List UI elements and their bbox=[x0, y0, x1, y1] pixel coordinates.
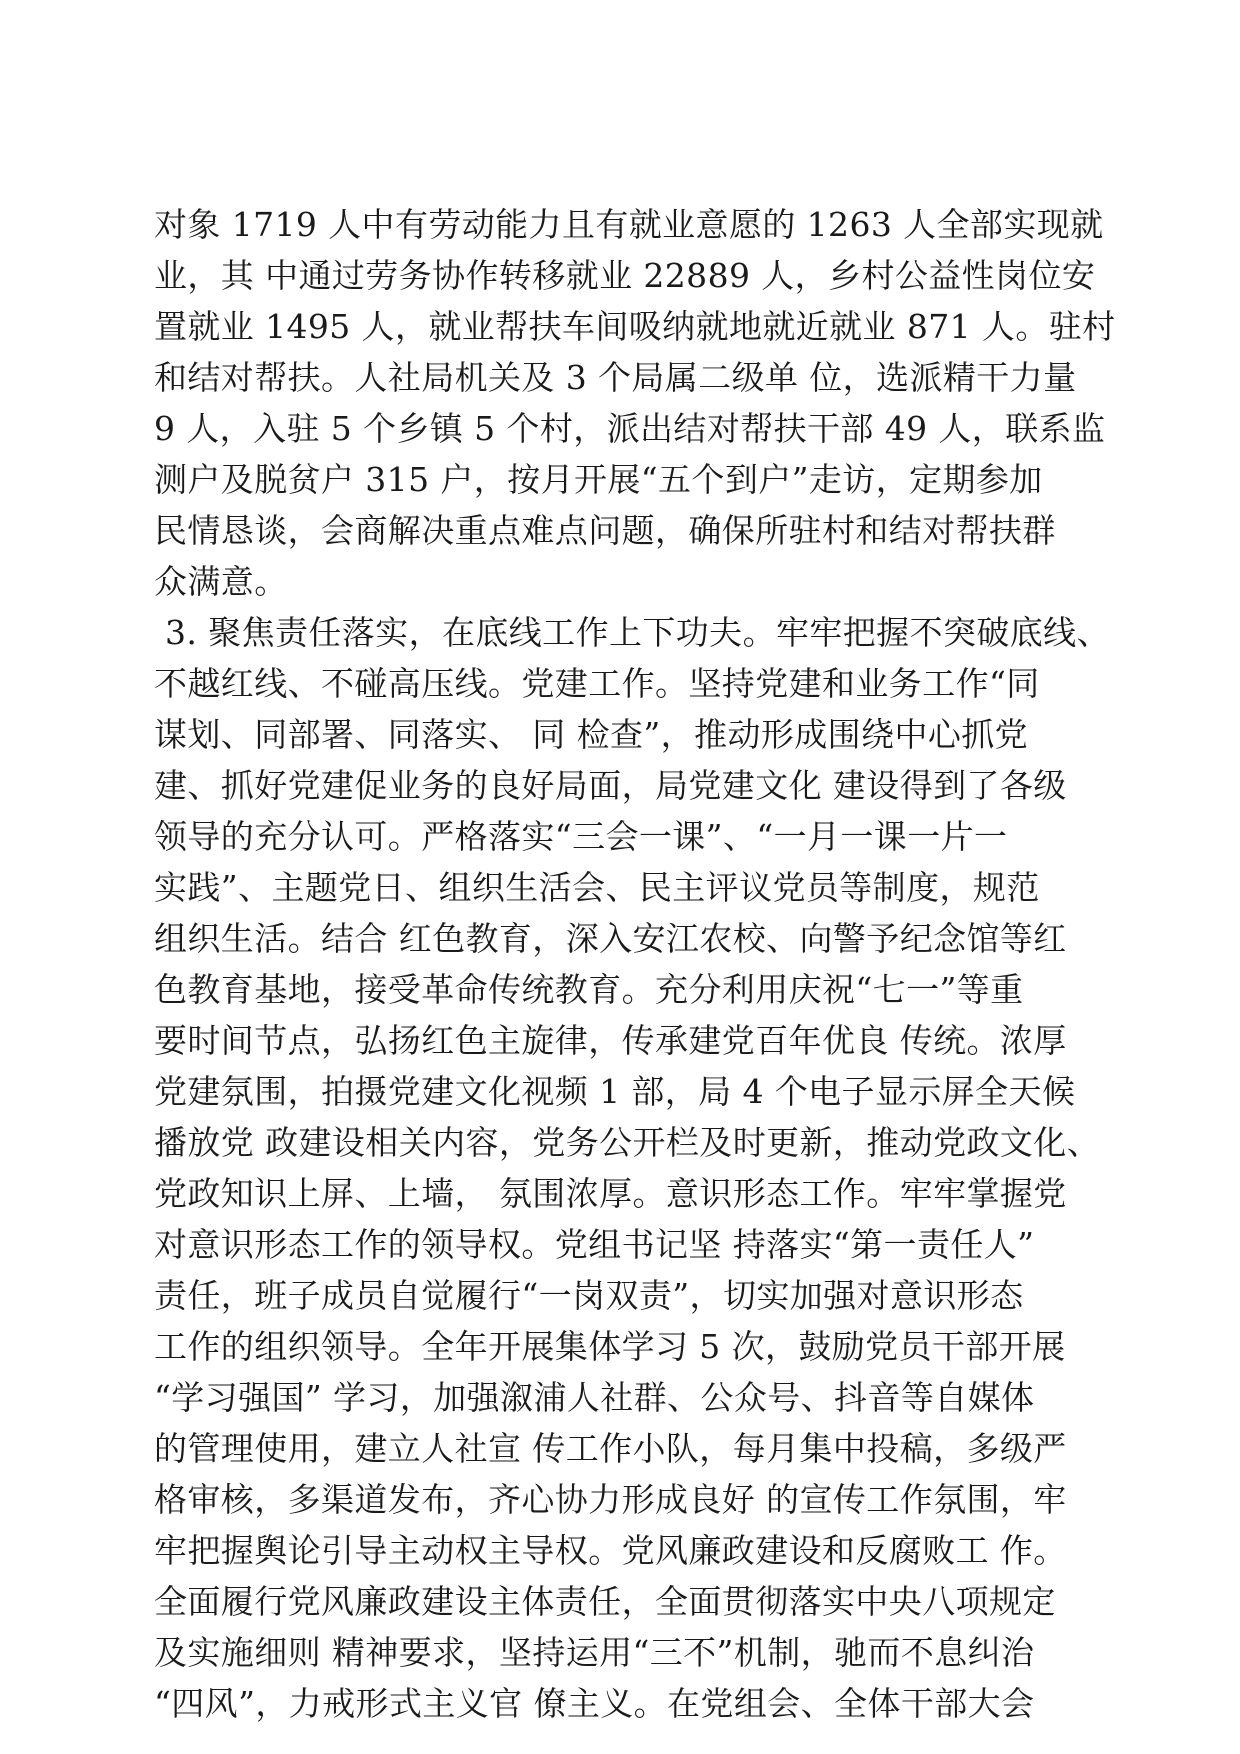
text-line: 众满意。 bbox=[154, 562, 288, 601]
text-line: 不越红线、不碰高压线。党建工作。坚持党建和业务工作“同 bbox=[154, 664, 1040, 703]
text-line: 色教育基地，接受革命传统教育。充分利用庆祝“七一”等重 bbox=[154, 970, 1024, 1009]
text-line: 播放党 政建设相关内容，党务公开栏及时更新，推动党政文化、 bbox=[154, 1123, 1101, 1162]
text-line: 9 人，入驻 5 个乡镇 5 个村，派出结对帮扶干部 49 人，联系监 bbox=[154, 409, 1106, 448]
text-line: 的管理使用，建立人社宣 传工作小队，每月集中投稿，多级严 bbox=[154, 1429, 1067, 1468]
text-line: 全面履行党风廉政建设主体责任，全面贯彻落实中央八项规定 bbox=[154, 1582, 1056, 1621]
section-heading-line: 3. 聚焦责任落实，在底线工作上下功夫。牢牢把握不突破底线、 bbox=[165, 613, 1110, 652]
text-line: 党政知识上屏、上墙， 氛围浓厚。意识形态工作。牢牢掌握党 bbox=[154, 1174, 1067, 1213]
text-line: 组织生活。结合 红色教育，深入安江农校、向警予纪念馆等红 bbox=[154, 919, 1067, 958]
text-line: 置就业 1495 人，就业帮扶车间吸纳就地就近就业 871 人。驻村 bbox=[154, 307, 1116, 346]
text-line: 及实施细则 精神要求，坚持运用“三不”机制，驰而不息纠治 bbox=[154, 1633, 1035, 1672]
text-line: 格审核，多渠道发布，齐心协力形成良好 的宣传工作氛围，牢 bbox=[154, 1480, 1067, 1519]
text-line: “四风”，力戒形式主义官 僚主义。在党组会、全体干部大会 bbox=[154, 1684, 1035, 1723]
body-text bbox=[154, 199, 1116, 1729]
text-line: 党建氛围，拍摄党建文化视频 1 部，局 4 个电子显示屏全天候 bbox=[154, 1072, 1076, 1111]
text-line: 民情恳谈，会商解决重点难点问题，确保所驻村和结对帮扶群 bbox=[154, 511, 1056, 550]
text-line: 对意识形态工作的领导权。党组书记坚 持落实“第一责任人” bbox=[154, 1225, 1035, 1264]
text-line: 建、抓好党建促业务的良好局面，局党建文化 建设得到了各级 bbox=[154, 766, 1067, 805]
text-line: 业，其 中通过劳务协作转移就业 22889 人，乡村公益性岗位安 bbox=[154, 256, 1096, 295]
text-line: 谋划、同部署、同落实、 同 检查”，推动形成围绕中心抓党 bbox=[154, 715, 1029, 754]
text-line: 测户及脱贫户 315 户，按月开展“五个到户”走访，定期参加 bbox=[154, 460, 1043, 499]
text-line: 要时间节点，弘扬红色主旋律，传承建党百年优良 传统。浓厚 bbox=[154, 1021, 1067, 1060]
text-line: 牢把握舆论引导主动权主导权。党风廉政建设和反腐败工 作。 bbox=[154, 1531, 1067, 1570]
text-line: “学习强国” 学习，加强溆浦人社群、公众号、抖音等自媒体 bbox=[154, 1378, 1035, 1417]
text-line: 和结对帮扶。人社局机关及 3 个局属二级单 位，选派精干力量 bbox=[154, 358, 1077, 397]
text-line: 对象 1719 人中有劳动能力且有就业意愿的 1263 人全部实现就 bbox=[154, 205, 1104, 244]
text-line: 实践”、主题党日、组织生活会、民主评议党员等制度，规范 bbox=[154, 868, 1040, 907]
text-line: 责任，班子成员自觉履行“一岗双责”，切实加强对意识形态 bbox=[154, 1276, 1024, 1315]
text-line: 工作的组织领导。全年开展集体学习 5 次，鼓励党员干部开展 bbox=[154, 1327, 1066, 1366]
text-line: 领导的充分认可。严格落实“三会一课”、“一月一课一片一 bbox=[154, 817, 1008, 856]
